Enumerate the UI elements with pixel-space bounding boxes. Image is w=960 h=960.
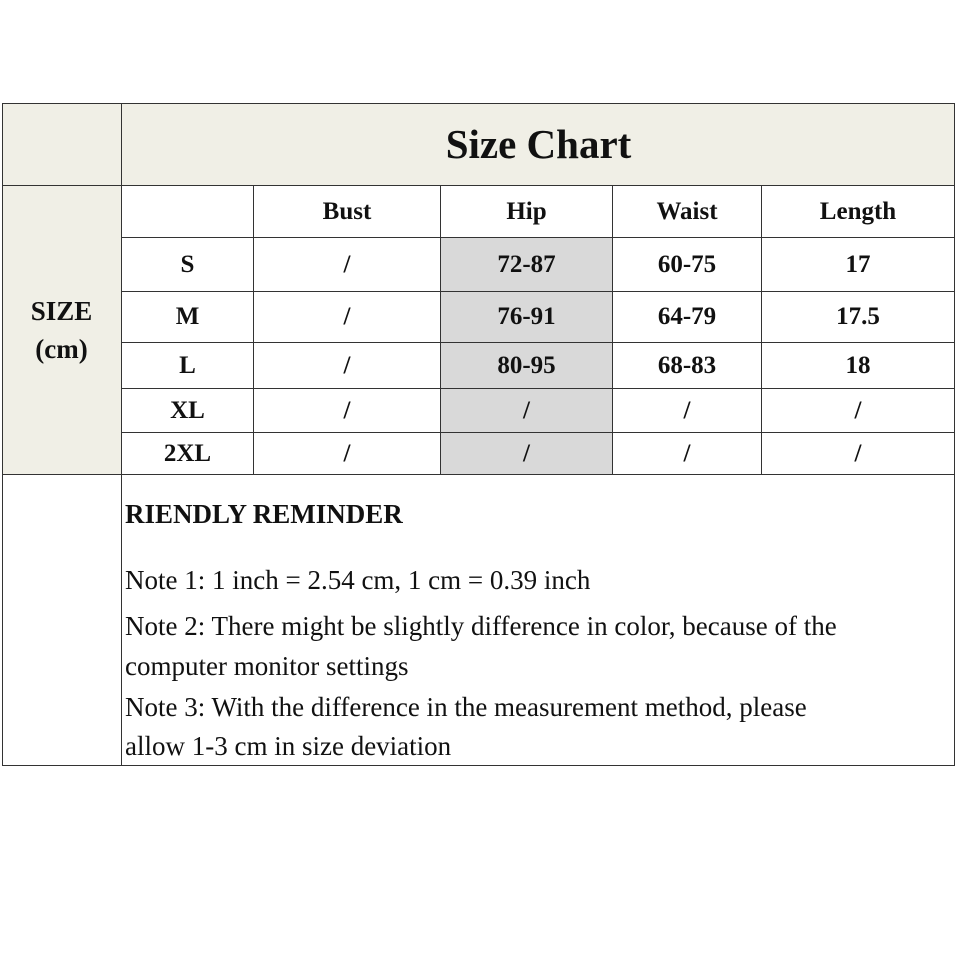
size-unit-label: [2, 186, 121, 474]
row-l-hip: 80-95: [497, 351, 556, 379]
note-2-line-1: Note 2: There might be slightly difference in color, because of the: [125, 611, 837, 641]
border-under-2xl: [2, 474, 955, 475]
row-s-length: 17: [845, 250, 871, 278]
row-s-bust: /: [343, 250, 351, 278]
note-3-line-1: Note 3: With the difference in the measurement method, please: [125, 692, 807, 722]
note-1: Note 1: 1 inch = 2.54 cm, 1 cm = 0.39 inch: [125, 565, 591, 595]
size-label-line2: (cm): [35, 334, 88, 364]
row-l-size: L: [179, 351, 196, 379]
row-xl-hip: /: [523, 396, 530, 424]
row-l-length: 18: [845, 351, 871, 379]
row-l-waist: 68-83: [657, 351, 717, 379]
note-2-line-2: computer monitor settings: [125, 651, 409, 681]
row-s-waist: 60-75: [657, 250, 717, 278]
row-2xl-waist: /: [683, 439, 691, 467]
row-2xl-hip: /: [523, 439, 530, 467]
row-m-size: M: [175, 303, 200, 330]
header-hip: Hip: [506, 197, 547, 225]
row-xl-length: /: [854, 396, 862, 424]
row-m-bust: /: [343, 303, 351, 330]
border-right: [954, 103, 955, 766]
title-row-left-fill: [2, 103, 121, 185]
row-2xl-length: /: [854, 439, 862, 467]
note-3-line-2: allow 1-3 cm in size deviation: [125, 731, 452, 761]
size-label-line1: SIZE: [30, 296, 93, 326]
row-xl-size: XL: [170, 396, 205, 424]
row-xl-bust: /: [343, 396, 351, 424]
row-l-bust: /: [343, 351, 351, 379]
row-m-waist: 64-79: [657, 303, 717, 330]
row-m-length: 17.5: [836, 303, 880, 330]
header-length: Length: [819, 197, 897, 225]
row-2xl-bust: /: [343, 439, 351, 467]
row-m-hip: 76-91: [497, 303, 556, 330]
page-title: Size Chart: [445, 121, 632, 167]
header-waist: Waist: [656, 197, 718, 225]
size-chart-table: [2, 103, 955, 766]
header-bust: Bust: [322, 197, 372, 225]
row-s-size: S: [180, 250, 195, 278]
row-2xl-size: 2XL: [163, 439, 212, 467]
row-xl-waist: /: [683, 396, 691, 424]
reminder-title: RIENDLY REMINDER: [125, 499, 403, 529]
row-s-hip: 72-87: [497, 250, 556, 278]
